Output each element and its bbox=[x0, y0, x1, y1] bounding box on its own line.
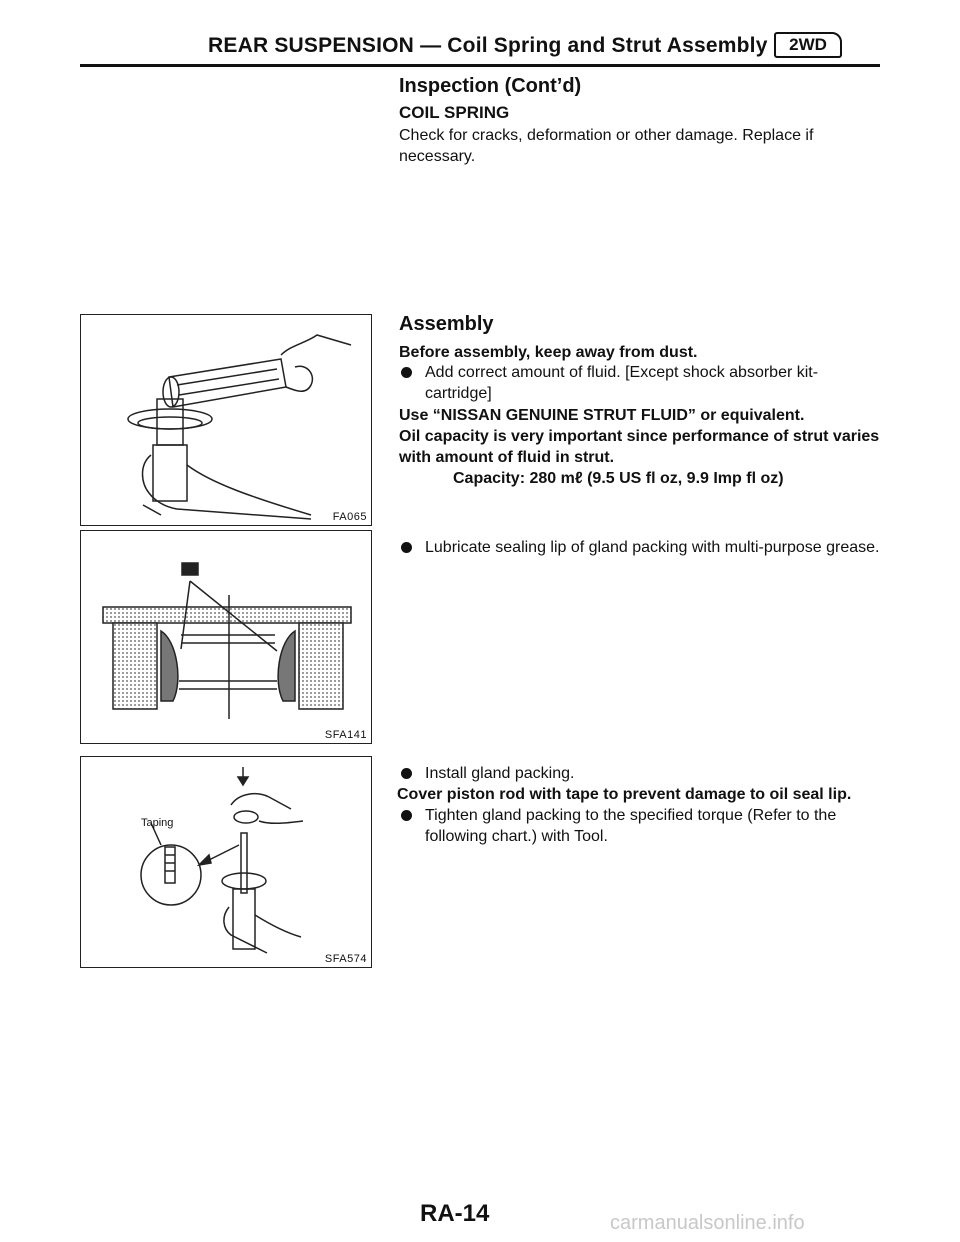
bullet-dot bbox=[401, 768, 412, 779]
page-number: RA-14 bbox=[420, 1200, 490, 1227]
page-header-title: REAR SUSPENSION — Coil Spring and Strut Assembly bbox=[208, 34, 768, 57]
watermark: carmanualsonline.info bbox=[610, 1212, 805, 1234]
model-badge: 2WD bbox=[774, 32, 842, 58]
figure-taping bbox=[80, 756, 372, 968]
bullet-lubricate bbox=[399, 537, 881, 558]
bullet-install-gland bbox=[399, 763, 881, 784]
bullet-tighten-gland bbox=[399, 805, 881, 847]
note-oil-capacity: Oil capacity is very important since performance of strut varies with amount of fluid in strut. bbox=[399, 428, 880, 466]
bullet-dot bbox=[401, 810, 412, 821]
figure-code-sfa574: SFA574 bbox=[324, 953, 367, 965]
bullet-add-fluid bbox=[399, 362, 881, 404]
figure-fill-fluid bbox=[80, 314, 372, 526]
note-strut-fluid: Use “NISSAN GENUINE STRUT FLUID” or equivalent. bbox=[399, 407, 805, 424]
coil-spring-subheading: COIL SPRING bbox=[399, 103, 510, 122]
inspection-heading: Inspection (Cont’d) bbox=[399, 75, 582, 97]
bullet-dot bbox=[401, 367, 412, 378]
bullet-tighten-gland-text: Tighten gland packing to the specified torque (Refer to the following chart.) with Tool. bbox=[425, 807, 837, 845]
assembly-heading: Assembly bbox=[399, 313, 494, 335]
inspection-body: Check for cracks, deformation or other damage. Replace if necessary. bbox=[399, 127, 814, 165]
bullet-dot bbox=[401, 542, 412, 553]
fill-fluid-illustration bbox=[81, 315, 373, 527]
gland-packing-illustration bbox=[81, 531, 373, 745]
assembly-intro: Before assembly, keep away from dust. bbox=[399, 344, 698, 361]
bullet-lubricate-text: Lubricate sealing lip of gland packing with multi-purpose grease. bbox=[425, 539, 880, 556]
taping-label: Taping bbox=[141, 817, 174, 829]
figure-code-fa065: FA065 bbox=[332, 511, 367, 523]
bullet-add-fluid-text: Add correct amount of fluid. [Except shock absorber kit-cartridge] bbox=[425, 364, 819, 402]
taping-illustration bbox=[81, 757, 373, 969]
note-cover-piston: Cover piston rod with tape to prevent damage to oil seal lip. bbox=[397, 786, 852, 803]
figure-code-sfa141: SFA141 bbox=[324, 729, 367, 741]
figure-gland-packing bbox=[80, 530, 372, 744]
bullet-install-gland-text: Install gland packing. bbox=[425, 765, 575, 782]
capacity-spec: Capacity: 280 mℓ (9.5 US fl oz, 9.9 Imp fl oz) bbox=[453, 470, 784, 487]
header-rule bbox=[80, 64, 880, 67]
